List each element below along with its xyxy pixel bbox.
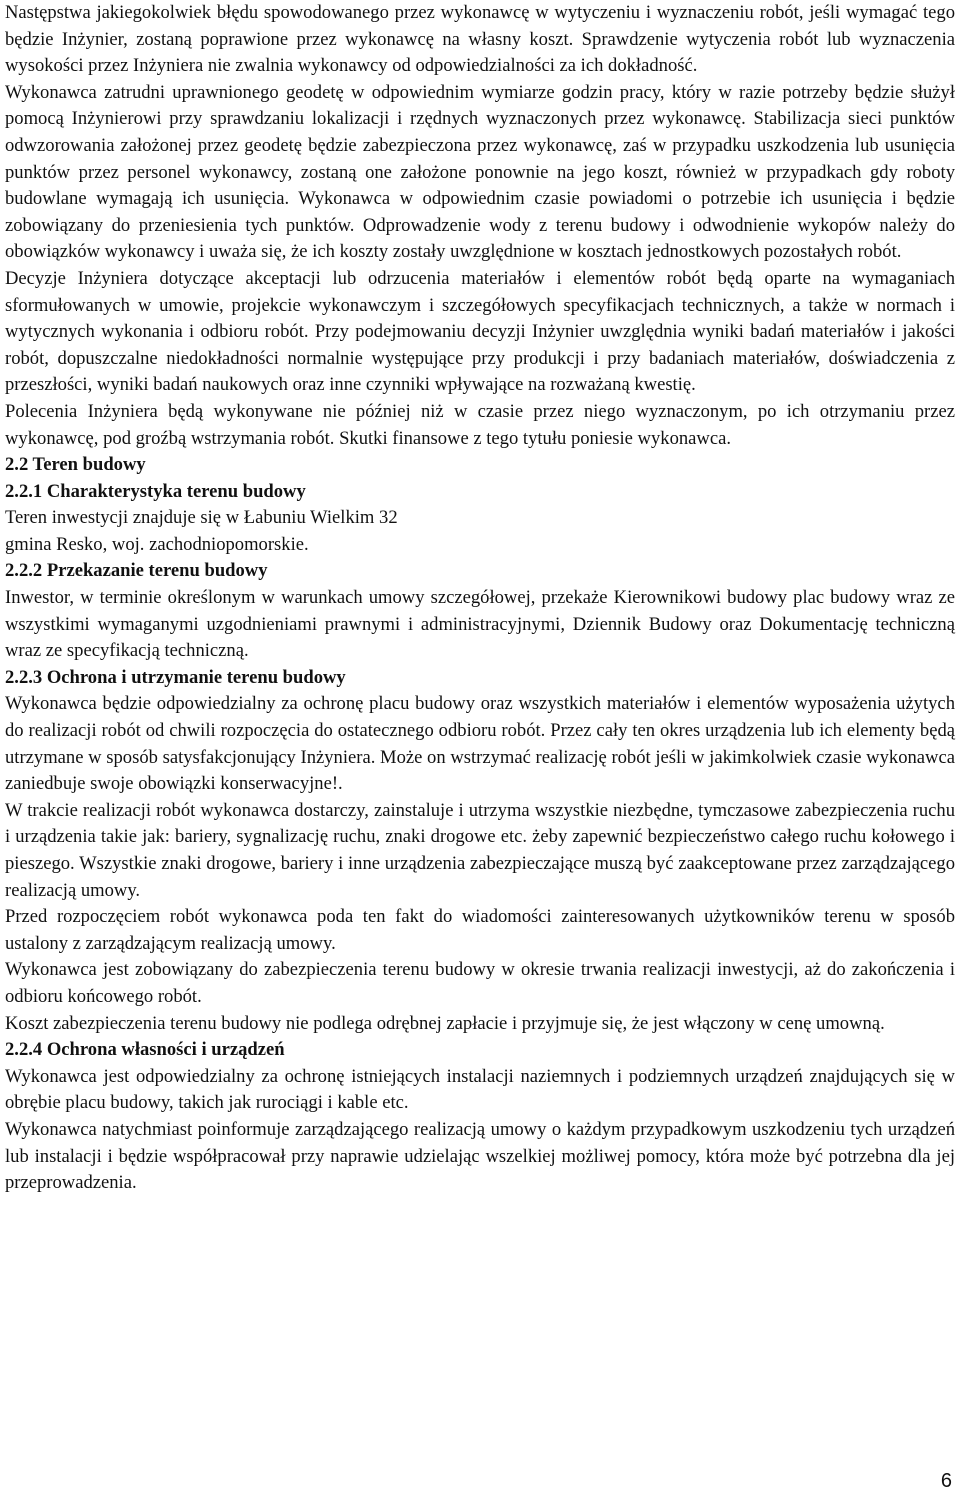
paragraph-surveyor: Wykonawca zatrudni uprawnionego geodetę w odpowiednim wymiarze godzin pracy, który w razie potrzeby będzie służył pomocą Inżynierowi przy sprawdzaniu lokalizacji i rzędnych wyznaczonych przez wykonawcę. Stabilizacja sieci punktów odwzorowania założonej przez geodetę będzie zabezpieczona przez wykonawcę, zaś w przypadku uszkodzenia lub usunięcia punktów przez personel wykonawcy, zostaną one założone ponownie na jego koszt, również w przypadkach gdy roboty budowlane wymagają ich usunięcia. Wykonawca w odpowiednim czasie powiadomi o potrzebie ich usunięcia i będzie zobowiązany do przeniesienia tych punktów. Odprowadzenie wody z terenu budowy i odwodnienie wykopów należy do obowiązków wykonawcy i uważa się, że ich koszty zostały uwzględnione w kosztach jednostkowych pozostałych robót. bbox=[5, 81, 955, 263]
paragraph-protection-4: Wykonawca jest zobowiązany do zabezpieczenia terenu budowy w okresie trwania realizacji inwestycji, aż do zakończenia i odbioru końcowego robót. bbox=[5, 959, 955, 1007]
heading-2-2-2: 2.2.2 Przekazanie terenu budowy bbox=[5, 560, 268, 582]
paragraph-decisions: Decyzje Inżyniera dotyczące akceptacji lub odrzucenia materiałów i elementów robót będą oparte na wymaganiach sformułowanych w umowie, projekcie wykonawczym i szczegółowych specyfikacjach technicznych, a także w normach i wytycznych wykonania i odbioru robót. Przy podejmowaniu decyzji Inżynier uwzględnia wyniki badań materiałów i jakości robót, dopuszczalne niedokładności normalnie występujące przy produkcji i przy badaniach materiałów, doświadczenia z przeszłości, wyniki badań naukowych oraz inne czynniki wpływające na rozważaną kwestię. bbox=[5, 267, 955, 396]
page-number: 6 bbox=[940, 1470, 952, 1492]
paragraph-errors: Następstwa jakiegokolwiek błędu spowodowanego przez wykonawcę w wytyczeniu i wyznaczeniu robót, jeśli wymagać tego będzie Inżynier, zostaną poprawione przez wykonawcę na własny koszt. Sprawdzenie wytyczenia robót lub wyznaczenia wysokości przez Inżyniera nie zwalnia wykonawcy od odpowiedzialności za ich dokładność. bbox=[5, 2, 955, 77]
paragraph-protection-1: Wykonawca będzie odpowiedzialny za ochronę placu budowy oraz wszystkich materiałów i elementów wyposażenia użytych do realizacji robót od chwili rozpoczęcia do ostatecznego odbioru robót. Przez cały ten okres urządzenia lub ich elementy będą utrzymane w sposób satysfakcjonujący Inżyniera. Może on wstrzymać realizację robót jeśli w jakimkolwiek czasie wykonawca zaniedbuje swoje obowiązki konserwacyjne!. bbox=[5, 693, 955, 795]
paragraph-protection-2: W trakcie realizacji robót wykonawca dostarczy, zainstaluje i utrzyma wszystkie niezbędne, tymczasowe zabezpieczenia ruchu i urządzenia takie jak: bariery, sygnalizację ruchu, znaki drogowe etc. żeby zapewnić bezpieczeństwo całego ruchu kołowego i pieszego. Wszystkie znaki drogowe, bariery i inne urządzenia zabezpieczające muszą być zaakceptowane przez zarządzającego realizacją umowy. bbox=[5, 799, 955, 901]
heading-2-2-4: 2.2.4 Ochrona własności i urządzeń bbox=[5, 1039, 285, 1061]
heading-2-2: 2.2 Teren budowy bbox=[5, 454, 146, 476]
heading-2-2-1: 2.2.1 Charakterystyka terenu budowy bbox=[5, 480, 306, 502]
paragraph-property-2: Wykonawca natychmiast poinformuje zarządzającego realizacją umowy o każdym przypadkowym uszkodzeniu tych urządzeń lub instalacji i będzie współpracował przy naprawie udzielając wszelkiej możliwej pomocy, która może być potrzebna dla jej przeprowadzenia. bbox=[5, 1118, 955, 1194]
site-municipality-line: gmina Resko, woj. zachodniopomorskie. bbox=[5, 533, 309, 555]
document-page bbox=[5, 0, 955, 1197]
heading-2-2-3: 2.2.3 Ochrona i utrzymanie terenu budowy bbox=[5, 666, 346, 688]
paragraph-handover: Inwestor, w terminie określonym w warunkach umowy szczegółowej, przekaże Kierownikowi budowy plac budowy wraz ze wszystkimi wymaganymi uzgodnieniami prawnymi i administracyjnymi, Dziennik Budowy oraz Dokumentację techniczną wraz ze specyfikacją techniczną. bbox=[5, 587, 955, 662]
paragraph-protection-3: Przed rozpoczęciem robót wykonawca poda ten fakt do wiadomości zainteresowanych użytkowników terenu w sposób ustalony z zarządzającym realizacją umowy. bbox=[5, 906, 955, 954]
paragraph-orders: Polecenia Inżyniera będą wykonywane nie później niż w czasie przez niego wyznaczonym, po ich otrzymaniu przez wykonawcę, pod groźbą wstrzymania robót. Skutki finansowe z tego tytułu poniesie wykonawca. bbox=[5, 400, 955, 449]
paragraph-property-1: Wykonawca jest odpowiedzialny za ochronę istniejących instalacji naziemnych i podziemnych urządzeń znajdujących się w obrębie placu budowy, takich jak rurociągi i kable etc. bbox=[5, 1065, 955, 1114]
paragraph-protection-5: Koszt zabezpieczenia terenu budowy nie podlega odrębnej zapłacie i przyjmuje się, że jest włączony w cenę umowną. bbox=[5, 1012, 885, 1034]
site-location-line: Teren inwestycji znajduje się w Łabuniu Wielkim 32 bbox=[5, 507, 398, 529]
